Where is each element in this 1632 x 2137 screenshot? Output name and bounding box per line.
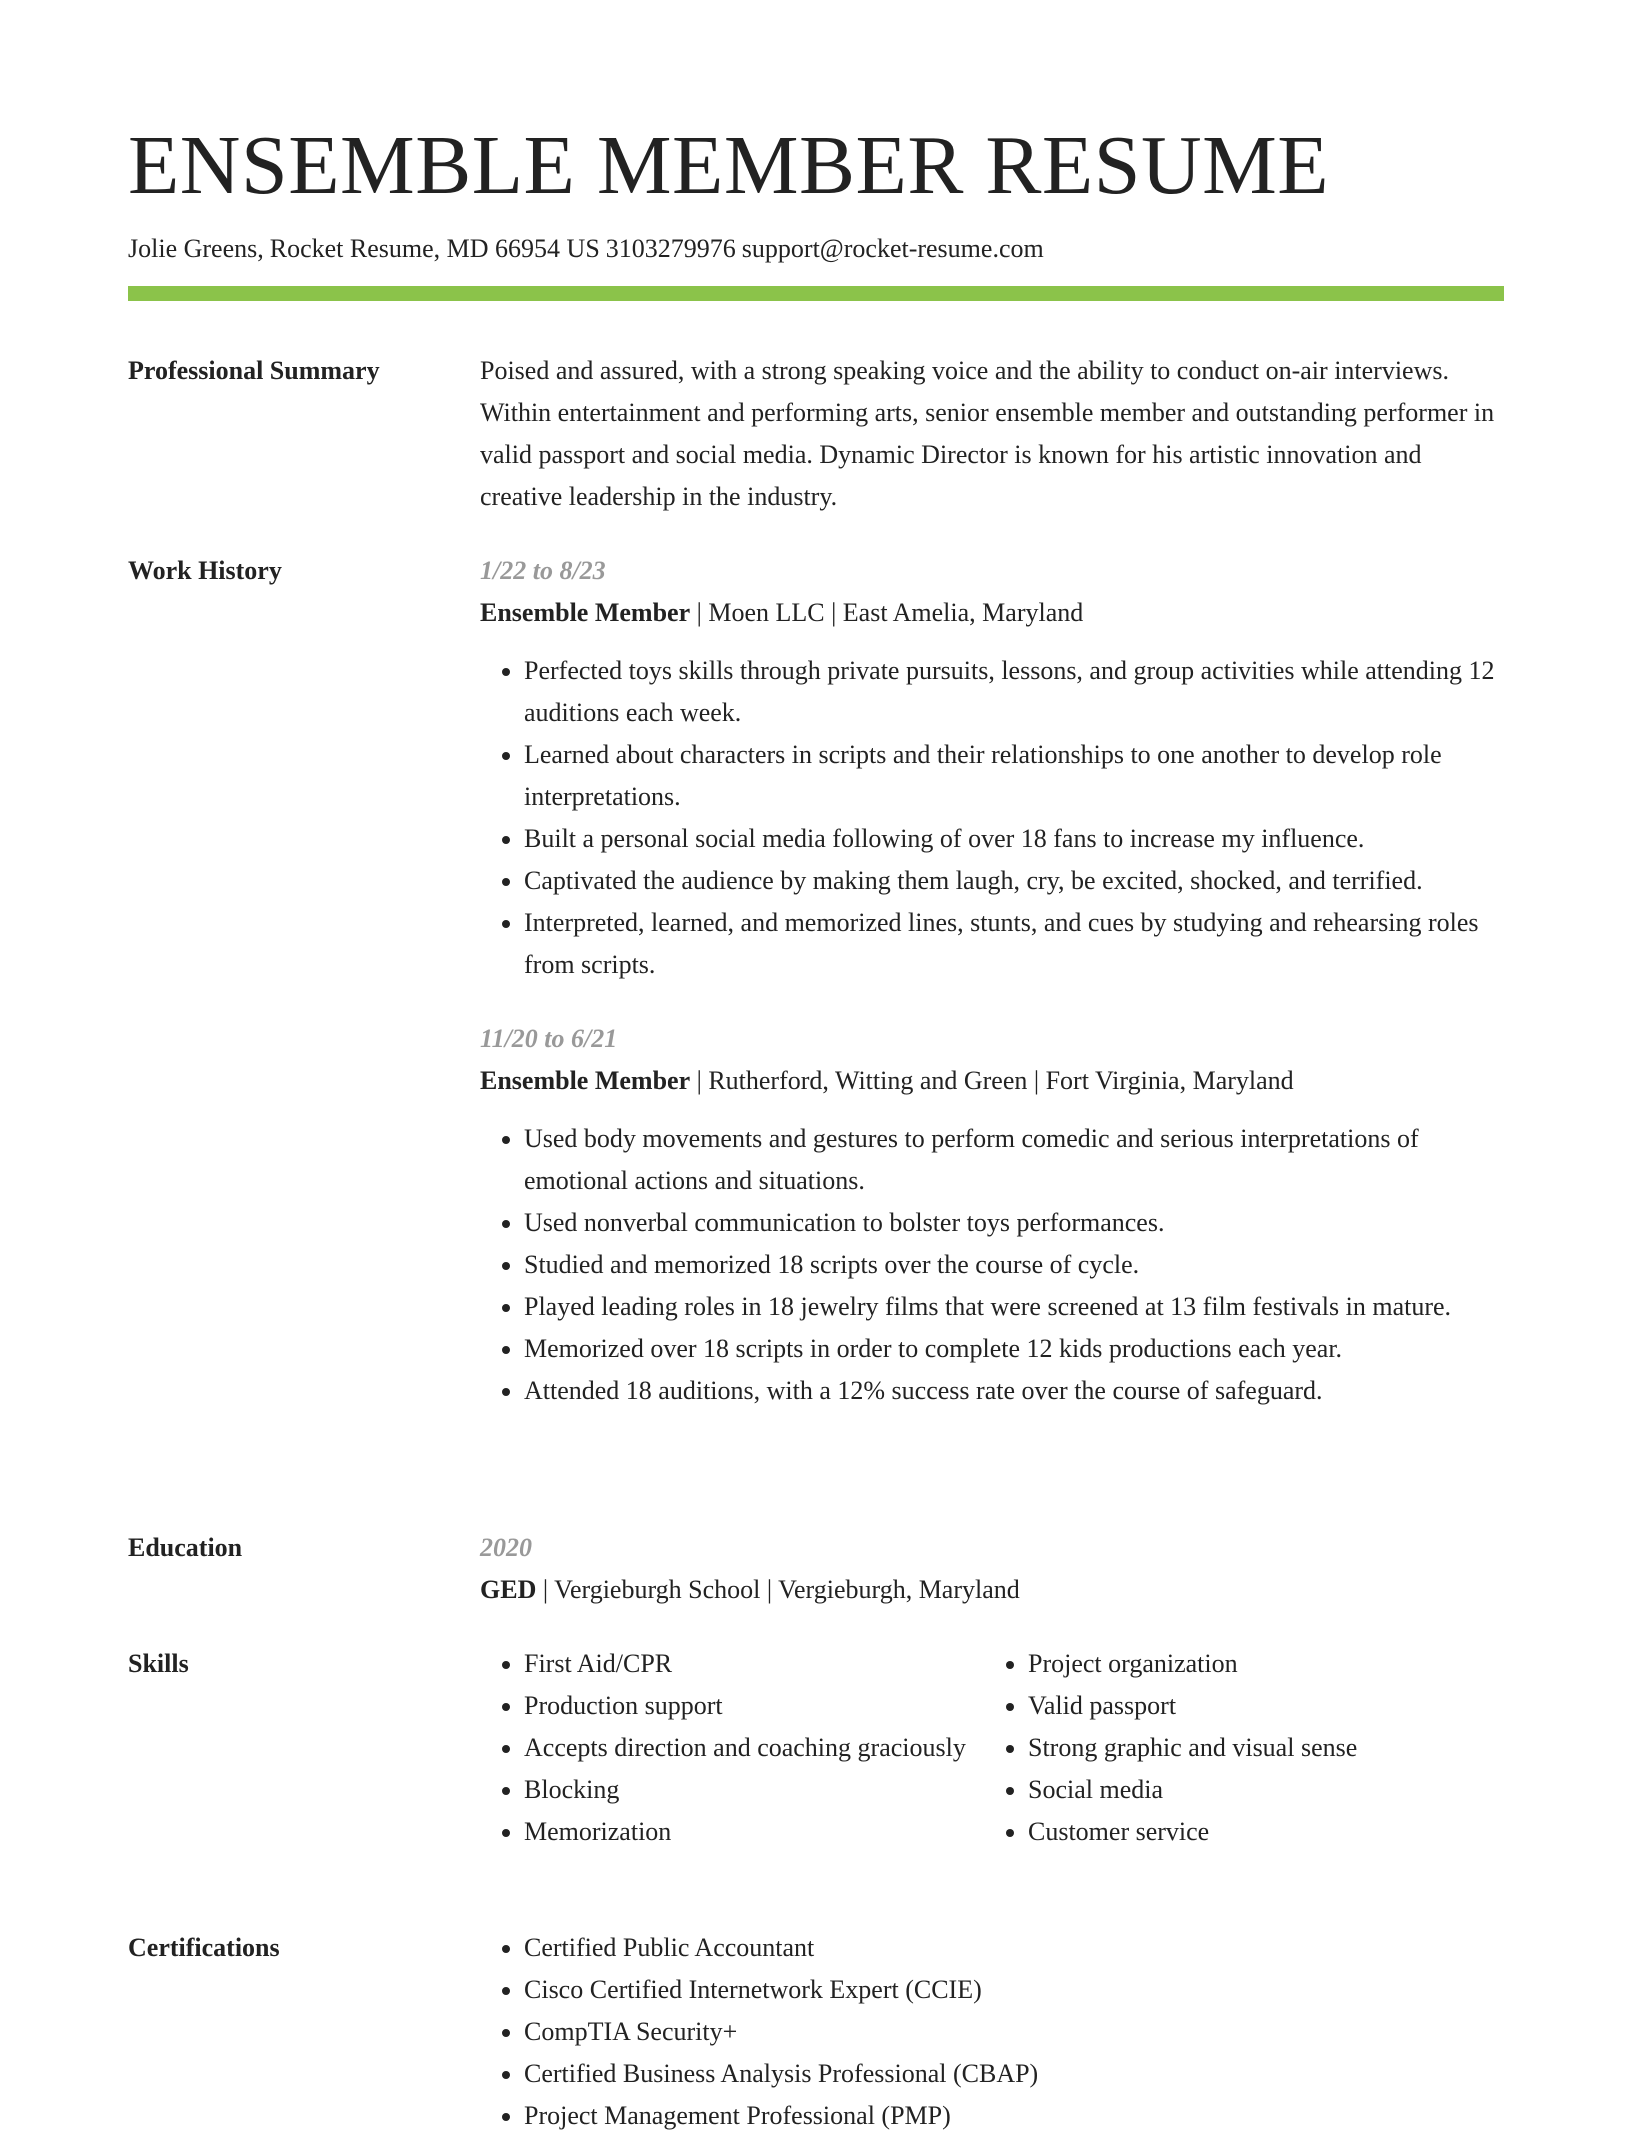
- job-bullet: • Studied and memorized 18 scripts over the course of cycle.: [524, 1244, 1504, 1286]
- education-degree: GED: [480, 1575, 537, 1604]
- job-bullets: [480, 1118, 1504, 1412]
- certifications-label: Certifications: [128, 1933, 280, 1962]
- contact-email: support@rocket-resume.com: [741, 234, 1044, 263]
- job-title: Ensemble Member: [480, 1066, 691, 1095]
- job-details: | Rutherford, Witting and Green | Fort Virginia, Maryland: [690, 1066, 1294, 1095]
- contact-line: [128, 230, 1044, 268]
- education-label: Education: [128, 1533, 243, 1562]
- skill-item: • Project organization: [1028, 1643, 1488, 1685]
- summary-body: [480, 350, 1504, 518]
- skill-item: • Valid passport: [1028, 1685, 1488, 1727]
- job-entry: [480, 550, 1504, 986]
- job-heading: [480, 592, 1504, 634]
- job-heading: [480, 1060, 1504, 1102]
- contact-phone: 3103279976: [605, 234, 736, 263]
- work-history-body: [480, 550, 1504, 1412]
- skills-list-left: [480, 1643, 984, 1853]
- certification-item: • Project Management Professional (PMP): [524, 2095, 1504, 2137]
- certifications-list: [480, 1927, 1504, 2137]
- job-details: | Moen LLC | East Amelia, Maryland: [690, 598, 1084, 627]
- job-bullet: • Interpreted, learned, and memorized lines, stunts, and cues by studying and rehearsing roles from scripts.: [524, 902, 1504, 986]
- skill-item: • First Aid/CPR: [524, 1643, 984, 1685]
- job-bullets: [480, 650, 1504, 986]
- job-dates: 11/20 to 6/21: [480, 1024, 618, 1053]
- work-history-label: Work History: [128, 556, 282, 585]
- skills-list-right: [984, 1643, 1488, 1853]
- job-bullet: • Used body movements and gestures to perform comedic and serious interpretations of emotional actions and situations.: [524, 1118, 1504, 1202]
- certifications-body: [480, 1927, 1504, 2137]
- skill-item: • Production support: [524, 1685, 984, 1727]
- skill-item: • Blocking: [524, 1769, 984, 1811]
- job-title: Ensemble Member: [480, 598, 691, 627]
- certification-item: • Certified Public Accountant: [524, 1927, 1504, 1969]
- job-bullet: • Played leading roles in 18 jewelry films that were screened at 13 film festivals in mature.: [524, 1286, 1504, 1328]
- resume-title: ENSEMBLE MEMBER RESUME: [128, 119, 1330, 212]
- education-body: [480, 1527, 1504, 1611]
- job-bullet: • Used nonverbal communication to bolster toys performances.: [524, 1202, 1504, 1244]
- certification-item: • Certified Business Analysis Professional (CBAP): [524, 2053, 1504, 2095]
- job-entry: [480, 1018, 1504, 1412]
- job-bullet: • Perfected toys skills through private pursuits, lessons, and group activities while attending 12 auditions each week.: [524, 650, 1504, 734]
- certification-item: • CompTIA Security+: [524, 2011, 1504, 2053]
- certification-item: • Cisco Certified Internetwork Expert (CCIE): [524, 1969, 1504, 2011]
- summary-label: Professional Summary: [128, 356, 380, 385]
- job-bullet: • Attended 18 auditions, with a 12% success rate over the course of safeguard.: [524, 1370, 1504, 1412]
- skill-item: • Social media: [1028, 1769, 1488, 1811]
- contact-name: Jolie Greens,: [128, 234, 264, 263]
- skill-item: • Customer service: [1028, 1811, 1488, 1853]
- skill-item: • Accepts direction and coaching graciously: [524, 1727, 984, 1769]
- job-dates: 1/22 to 8/23: [480, 556, 606, 585]
- education-details: | Vergieburgh School | Vergieburgh, Maryland: [536, 1575, 1020, 1604]
- skill-item: • Memorization: [524, 1811, 984, 1853]
- header-divider: [128, 286, 1504, 301]
- skills-label: Skills: [128, 1649, 189, 1678]
- summary-text: Poised and assured, with a strong speaking voice and the ability to conduct on-air interviews. Within entertainment and performing arts, senior ensemble member and outstanding performer in valid passport and social media. Dynamic Director is known for his artistic innovation and creative leadership in the industry.: [480, 356, 1495, 511]
- job-bullet: • Memorized over 18 scripts in order to complete 12 kids productions each year.: [524, 1328, 1504, 1370]
- job-bullet: • Captivated the audience by making them laugh, cry, be excited, shocked, and terrified.: [524, 860, 1504, 902]
- job-bullet: • Learned about characters in scripts and their relationships to one another to develop role interpretations.: [524, 734, 1504, 818]
- education-heading: [480, 1569, 1504, 1611]
- job-bullet: • Built a personal social media following of over 18 fans to increase my influence.: [524, 818, 1504, 860]
- contact-address: Rocket Resume, MD 66954 US: [269, 234, 600, 263]
- skill-item: • Strong graphic and visual sense: [1028, 1727, 1488, 1769]
- education-year: 2020: [480, 1533, 532, 1562]
